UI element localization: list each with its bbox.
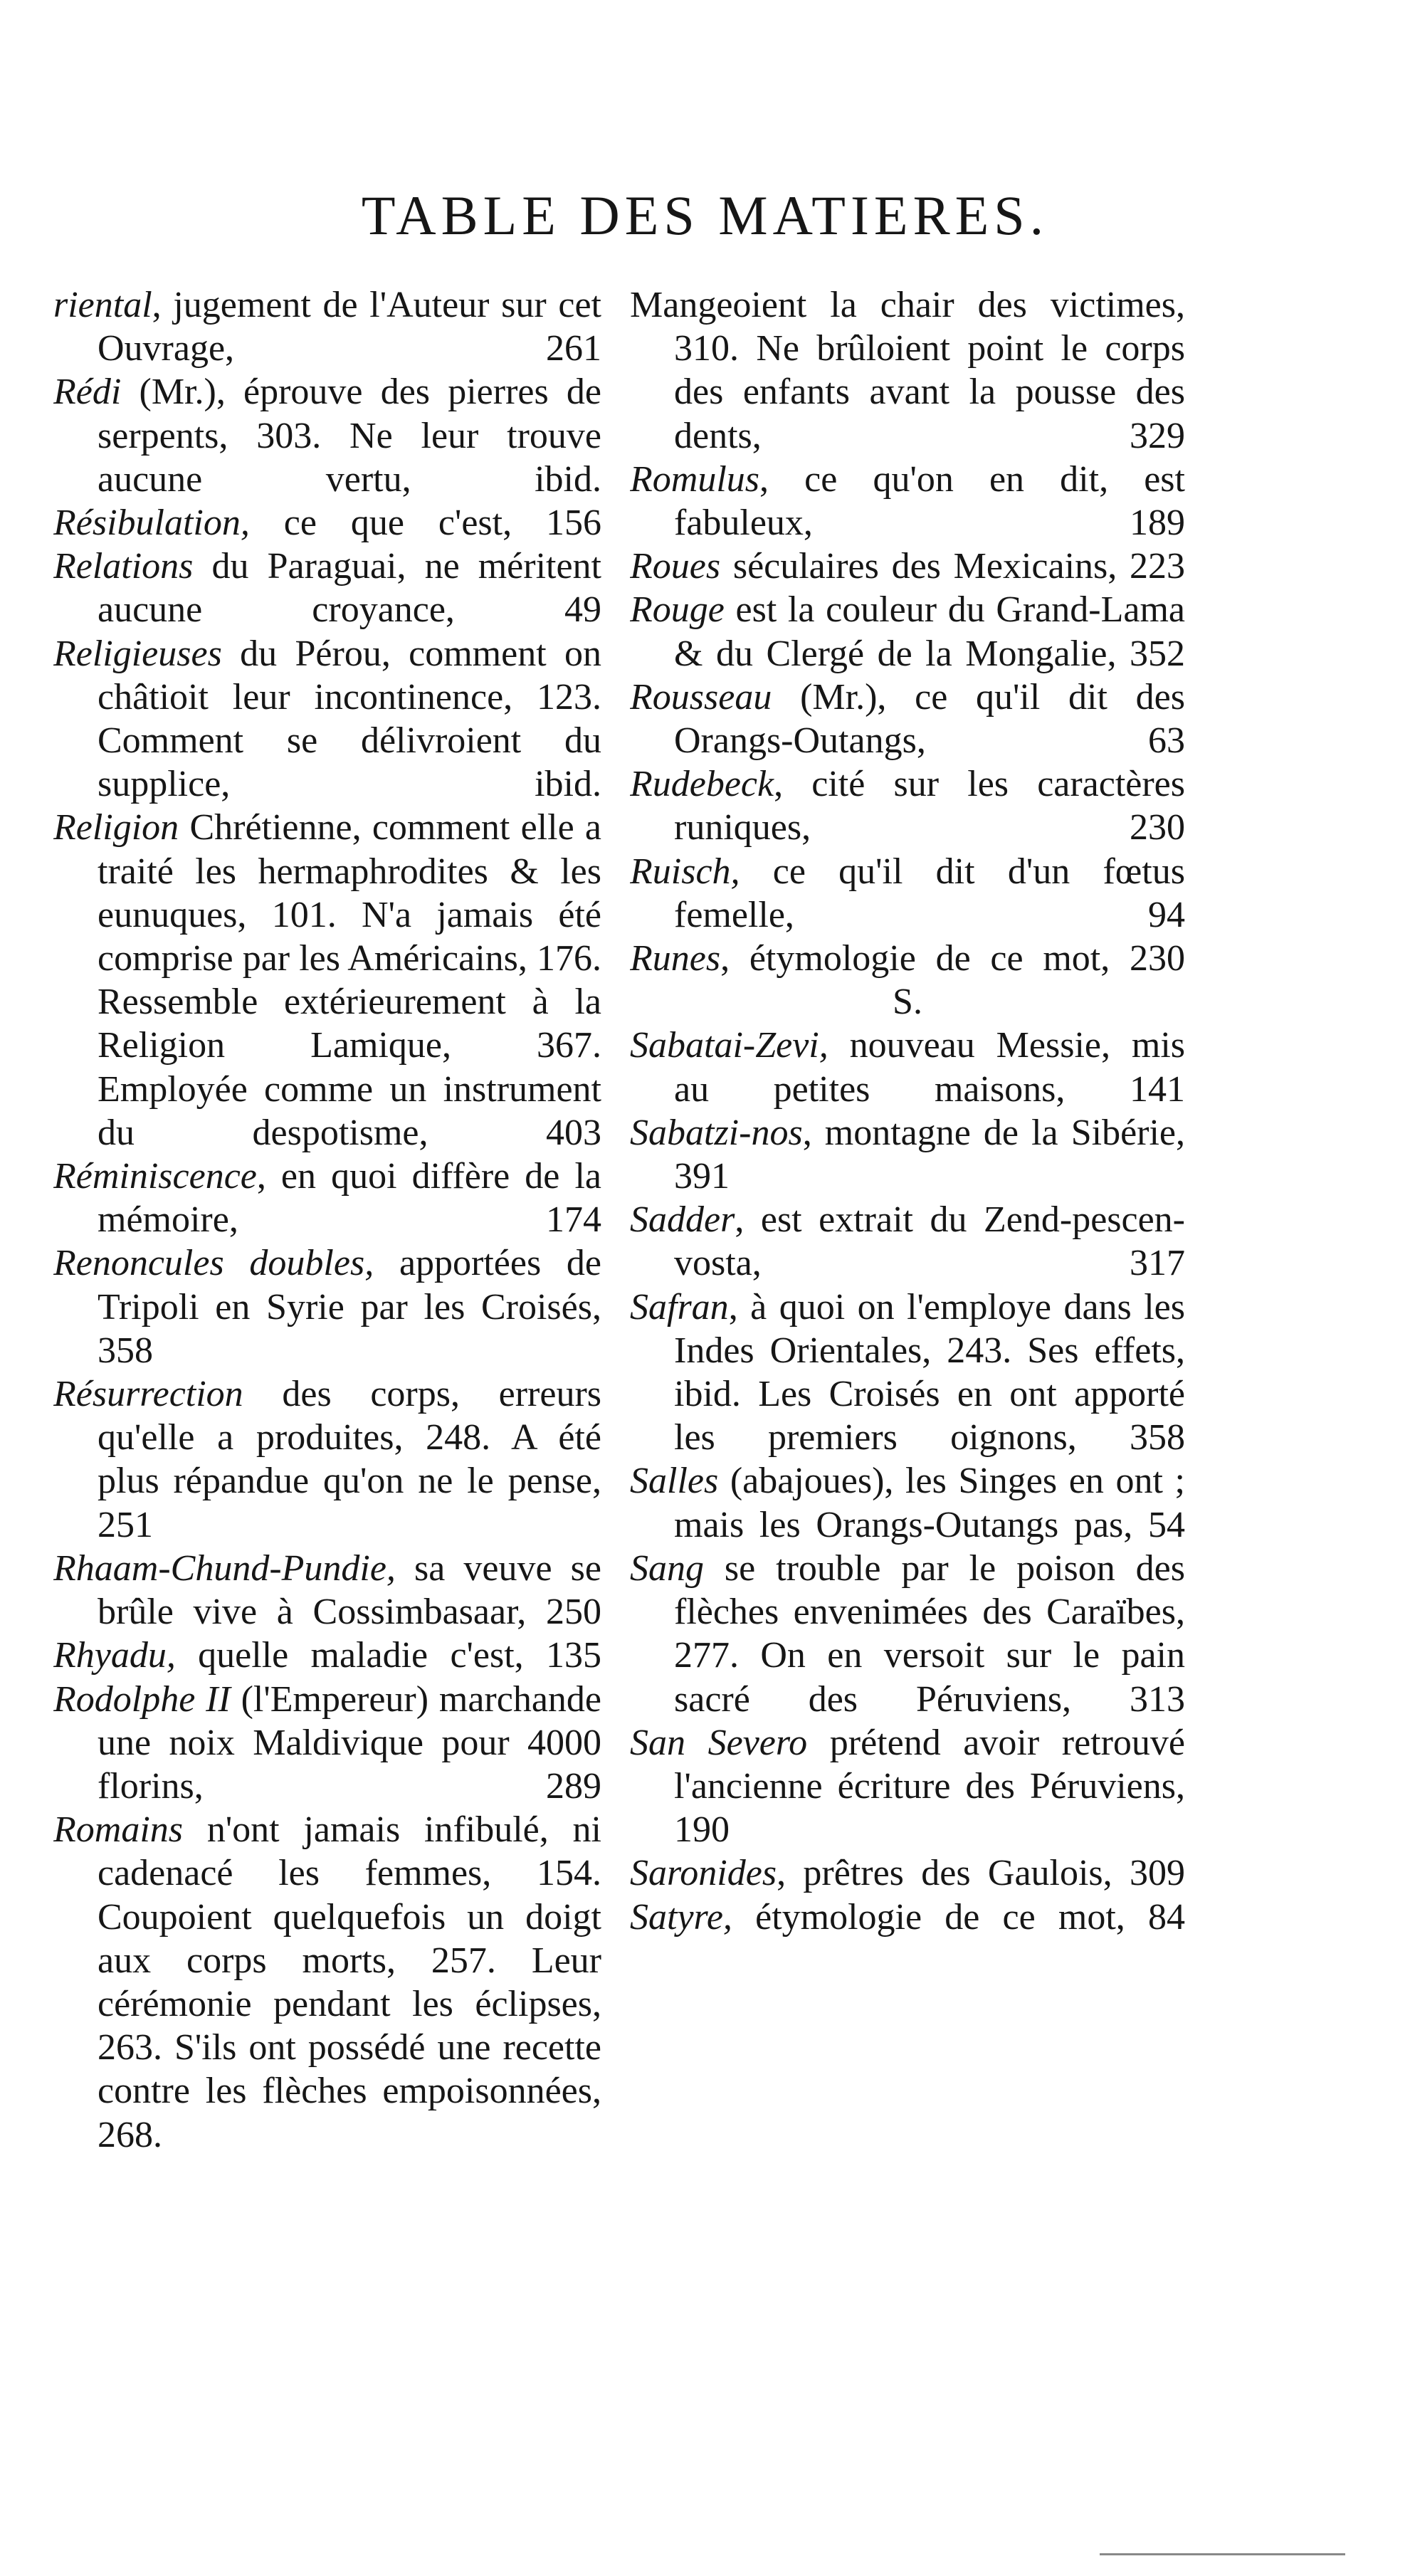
- page-title: TABLE DES MATIERES.: [361, 184, 1049, 246]
- entry-text: , étymologie de ce mot, 230: [720, 938, 1185, 979]
- entry-headword: Résurrection: [53, 1374, 243, 1415]
- entry-headword: Romulus: [630, 458, 759, 500]
- index-entry: [53, 1155, 601, 1241]
- entry-text: est la couleur du Grand-Lama & du Clergé de la Mongalie, 352: [674, 589, 1185, 674]
- entry-text: prétend avoir retrouvé l'ancienne écriture des Péruviens, 190: [674, 1722, 1185, 1851]
- entry-text: des corps, erreurs qu'elle a produites, 248. A été plus répandue qu'on ne le pense, 251: [98, 1374, 601, 1545]
- index-entry: [630, 1024, 1185, 1110]
- entry-text: , en quoi diffère de la mémoire, 174: [98, 1156, 601, 1241]
- index-entry: [53, 501, 601, 545]
- entry-headword: San Severo: [630, 1722, 808, 1763]
- index-entry: [53, 545, 601, 631]
- index-entry: [630, 1721, 1185, 1852]
- index-entry: [630, 937, 1185, 980]
- entry-text: du Paraguai, ne méritent aucune croyance, 49: [98, 546, 601, 631]
- index-entry: [630, 545, 1185, 588]
- entry-headword: Rédi: [53, 372, 122, 413]
- index-entry: [53, 1634, 601, 1677]
- entry-text: du Pérou, comment on châtioit leur incontinence, 123. Comment se délivroient du supplice, ibid.: [98, 633, 601, 805]
- entry-headword: Rudebeck: [630, 764, 774, 805]
- entry-text: n'ont jamais infibulé, ni cadenacé les femmes, 154. Coupoient quelquefois un doigt aux corps morts, 257. Leur cérémonie pendant les éclipses, 263. S'ils ont possédé une recette contre les flèches empoisonnées, 268.: [98, 1809, 601, 2155]
- index-entry: [53, 1808, 601, 2157]
- entry-headword: Sang: [630, 1547, 704, 1589]
- entry-text: , jugement de l'Auteur sur cet Ouvrage, 261: [98, 285, 601, 369]
- entry-headword: Rhyadu,: [53, 1635, 176, 1676]
- section-letter-text: S.: [893, 982, 922, 1023]
- entry-headword: Relations: [53, 546, 194, 587]
- entry-headword: Renoncules doubles,: [53, 1243, 374, 1284]
- index-entry: [630, 1547, 1185, 1721]
- entry-headword: Réminiscence: [53, 1156, 257, 1197]
- entry-text: étymologie de ce mot, 84: [732, 1896, 1185, 1938]
- index-entry: [630, 588, 1185, 675]
- entry-text: séculaires des Mexicains, 223: [720, 546, 1185, 587]
- entry-headword: Sabatai-Zevi,: [630, 1025, 828, 1066]
- index-entry: [630, 283, 1185, 458]
- entry-text: , est extrait du Zend-pescen-vosta, 317: [674, 1199, 1185, 1284]
- entry-text: Mangeoient la chair des victimes, 310. Ne brûloient point le corps des enfants avant la pousse des dents, 329: [630, 285, 1185, 456]
- bottom-rule: [1100, 2553, 1345, 2555]
- entry-headword: Rouge: [630, 589, 725, 631]
- entry-text: (l'Empereur) marchande une noix Maldivique pour 4000 florins, 289: [98, 1678, 601, 1807]
- entry-text: sa veuve se brûle vive à Cossimbasaar, 250: [98, 1547, 601, 1633]
- index-entry: [630, 1111, 1185, 1198]
- index-column-right: [630, 283, 1185, 2262]
- entry-text: (Mr.), éprouve des pierres de serpents, 303. Ne leur trouve aucune vertu, ibid.: [98, 372, 601, 500]
- entry-headword: Sadder: [630, 1199, 735, 1241]
- entry-headword: Roues: [630, 546, 721, 587]
- entry-headword: Runes: [630, 938, 721, 979]
- entry-text: (Mr.), ce qu'il dit des Orangs-Outangs, 63: [674, 676, 1185, 762]
- entry-text: , prêtres des Gaulois, 309: [777, 1853, 1185, 1894]
- index-entry: [630, 1896, 1185, 1939]
- entry-headword: Rhaam-Chund-Pundie,: [53, 1547, 396, 1589]
- entry-headword: Sabatzi-nos: [630, 1112, 803, 1153]
- entry-text: (abajoues), les Singes en ont ; mais les Orangs-Outangs pas, 54: [674, 1461, 1185, 1545]
- index-entry: [53, 632, 601, 806]
- entry-text: Chrétienne, comment elle a traité les hermaphrodites & les eunuques, 101. N'a jamais été comprise par les Américains, 176. Ressemble extérieurement à la Religion Lamique, 367. Employée comme un instrument du despotisme, 403: [98, 807, 601, 1153]
- section-letter: [630, 980, 1185, 1024]
- index-entry: [630, 675, 1185, 762]
- index-entry: [630, 850, 1185, 937]
- index-entry: [630, 1851, 1185, 1895]
- entry-text: , ce qu'on en dit, est fabuleux, 189: [674, 458, 1185, 544]
- entry-headword: Rousseau: [630, 676, 772, 717]
- index-entry: [630, 1459, 1185, 1546]
- entry-headword: Safran: [630, 1286, 729, 1328]
- index-entry: [630, 1198, 1185, 1285]
- entry-headword: Ruisch,: [630, 851, 740, 892]
- index-entry: [53, 1678, 601, 1809]
- entry-headword: Saronides: [630, 1853, 777, 1894]
- entry-text: ce qu'il dit d'un fœtus femelle, 94: [674, 851, 1185, 935]
- entry-headword: Satyre,: [630, 1896, 732, 1938]
- index-entry: [630, 1286, 1185, 1460]
- entry-text: , cité sur les caractères runiques, 230: [674, 764, 1185, 848]
- entry-text: ce que c'est, 156: [249, 503, 601, 544]
- entry-headword: Rodolphe II: [53, 1678, 231, 1720]
- entry-text: , à quoi on l'employe dans les Indes Orientales, 243. Ses effets, ibid. Les Croisés en ont apporté les premiers oignons, 358: [674, 1286, 1185, 1458]
- entry-headword: Résibulation,: [53, 503, 250, 544]
- entry-text: , montagne de la Sibérie, 391: [674, 1112, 1185, 1197]
- index-entry: [53, 370, 601, 501]
- entry-text: quelle maladie c'est, 135: [175, 1635, 601, 1676]
- entry-headword: Romains: [53, 1809, 183, 1851]
- entry-headword: riental: [53, 285, 152, 325]
- index-column-left: [53, 283, 601, 2262]
- index-entry: [53, 1547, 601, 1634]
- entry-text: apportées de Tripoli en Syrie par les Croisés, 358: [98, 1243, 601, 1371]
- index-entry: [53, 283, 601, 370]
- index-entry: [630, 458, 1185, 545]
- entry-headword: Religieuses: [53, 633, 222, 674]
- index-entry: [53, 1372, 601, 1547]
- entry-text: nouveau Messie, mis au petites maisons, 141: [674, 1025, 1185, 1110]
- index-entry: [53, 1241, 601, 1372]
- entry-text: se trouble par le poison des flèches envenimées des Caraïbes, 277. On en versoit sur le pain sacré des Péruviens, 313: [674, 1547, 1185, 1720]
- index-entry: [630, 762, 1185, 849]
- entry-headword: Religion: [53, 807, 179, 848]
- index-entry: [53, 806, 601, 1155]
- entry-headword: Salles: [630, 1461, 719, 1502]
